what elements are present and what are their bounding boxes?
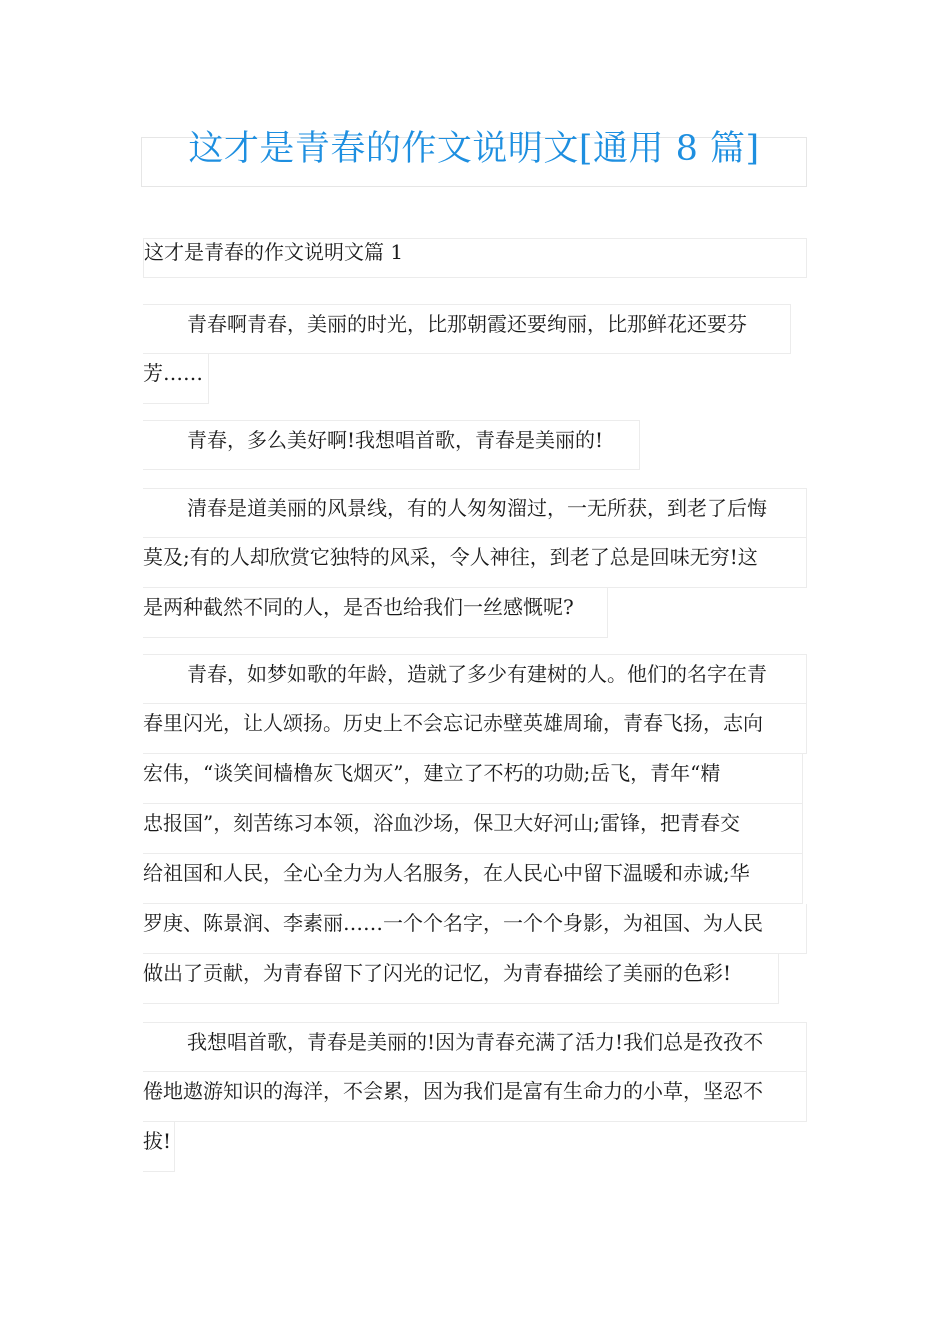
document-title: 这才是青春的作文说明文[通用 8 篇] xyxy=(188,129,760,169)
paragraph-line: 是两种截然不同的人，是否也给我们一丝感慨呢? xyxy=(143,588,608,638)
paragraph-line: 青春啊青春，美丽的时光，比那朝霞还要绚丽，比那鲜花还要芬 xyxy=(143,304,791,354)
paragraph-line: 倦地遨游知识的海洋，不会累，因为我们是富有生命力的小草，坚忍不 xyxy=(143,1072,807,1122)
paragraph-5 xyxy=(143,1022,807,1172)
paragraph-line: 我想唱首歌，青春是美丽的!因为青春充满了活力!我们总是孜孜不 xyxy=(143,1022,807,1072)
paragraph-line: 清春是道美丽的风景线，有的人匆匆溜过，一无所获，到老了后悔 xyxy=(143,488,807,538)
paragraph-line: 给祖国和人民，全心全力为人名服务，在人民心中留下温暖和赤诚;华 xyxy=(143,854,803,904)
paragraph-2 xyxy=(143,420,807,470)
paragraph-3 xyxy=(143,488,807,638)
paragraph-line: 青春，多么美好啊!我想唱首歌，青春是美丽的! xyxy=(143,420,640,470)
paragraph-line: 宏伟，“谈笑间樯橹灰飞烟灭”，建立了不朽的功勋;岳飞，青年“精 xyxy=(143,754,803,804)
paragraph-1 xyxy=(143,304,807,404)
section-heading: 这才是青春的作文说明文篇 1 xyxy=(143,238,807,278)
paragraph-line: 忠报国”，刻苦练习本领，浴血沙场，保卫大好河山;雷锋，把青春交 xyxy=(143,804,803,854)
paragraph-4 xyxy=(143,654,807,1004)
paragraph-line: 春里闪光，让人颂扬。历史上不会忘记赤壁英雄周瑜，青春飞扬，志向 xyxy=(143,704,807,754)
paragraph-line: 做出了贡献，为青春留下了闪光的记忆，为青春描绘了美丽的色彩! xyxy=(143,954,779,1004)
paragraph-line: 青春，如梦如歌的年龄，造就了多少有建树的人。他们的名字在青 xyxy=(143,654,807,704)
paragraph-line: 莫及;有的人却欣赏它独特的风采，令人神往，到老了总是回味无穷!这 xyxy=(143,538,807,588)
paragraph-line: 芳…… xyxy=(143,354,209,404)
paragraph-line: 拔! xyxy=(143,1122,175,1172)
paragraph-line: 罗庚、陈景润、李素丽……一个个名字，一个个身影，为祖国、为人民 xyxy=(143,904,807,954)
